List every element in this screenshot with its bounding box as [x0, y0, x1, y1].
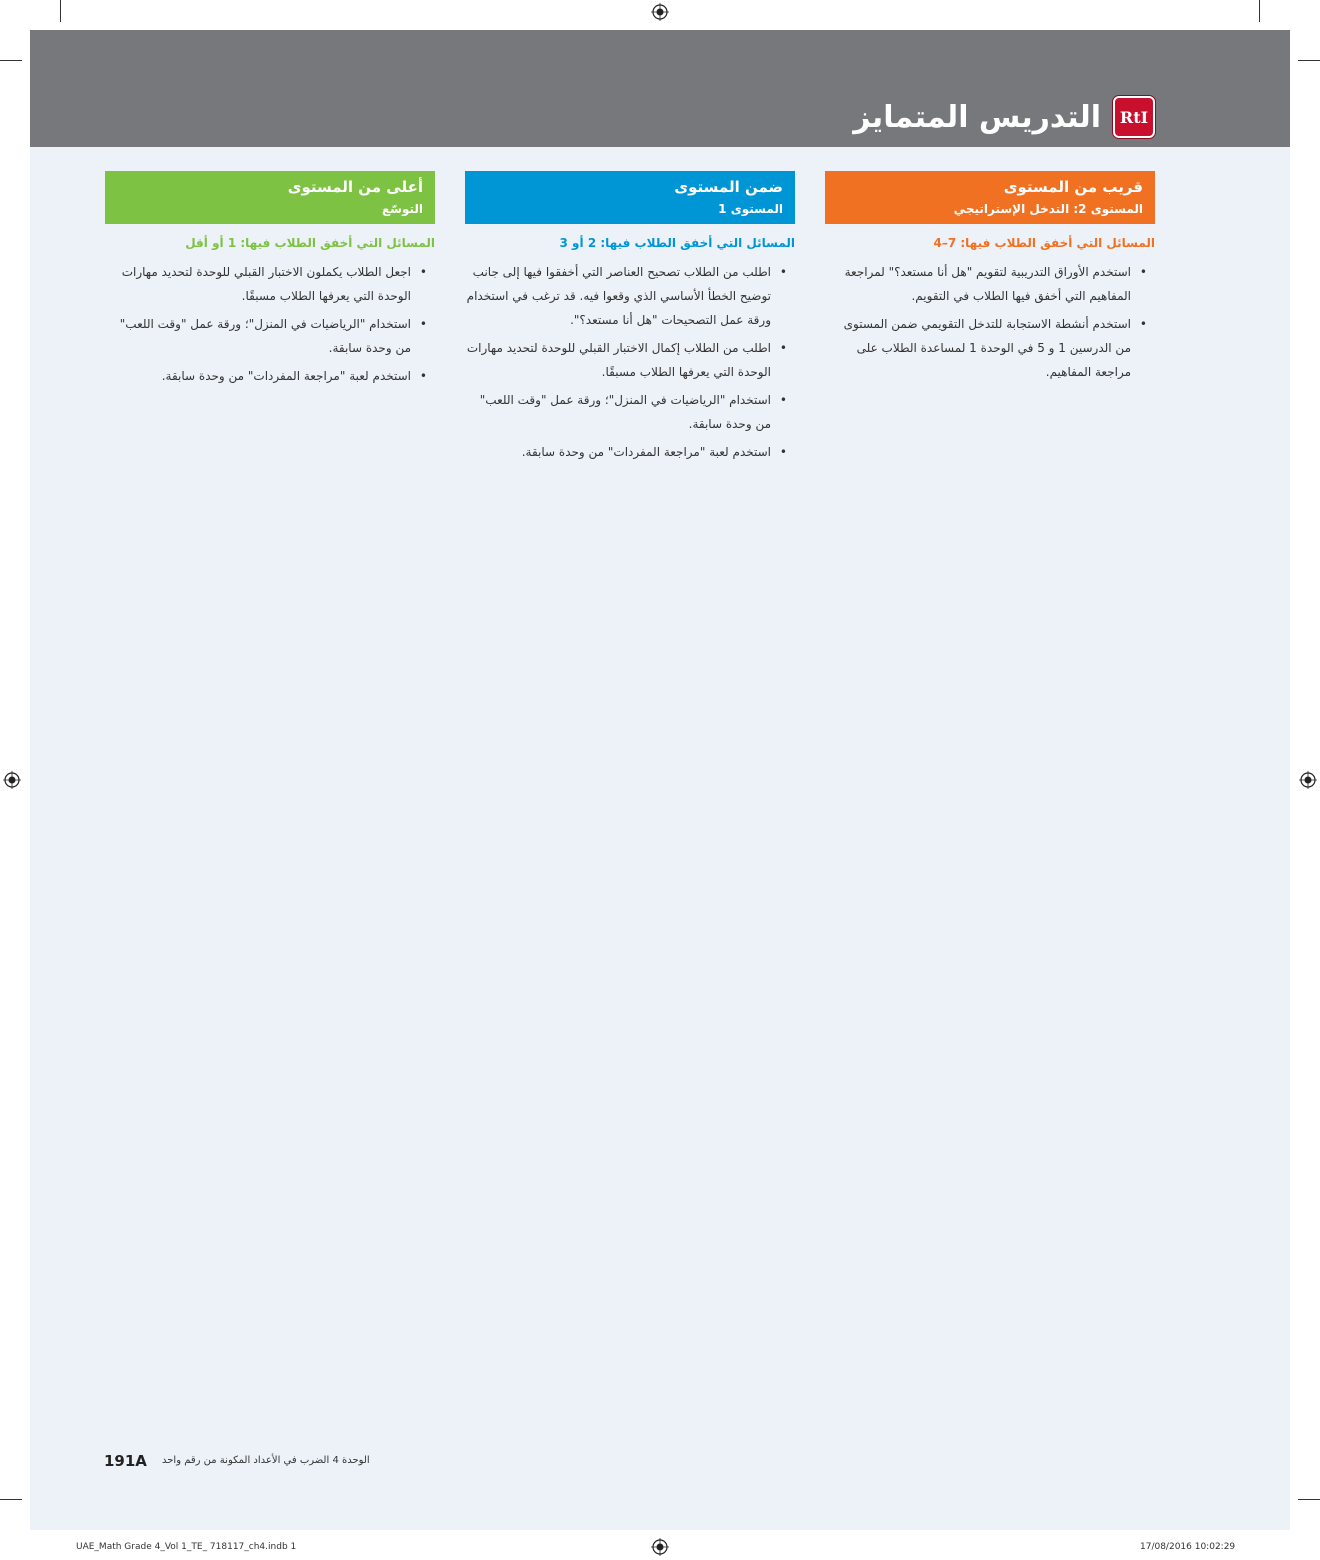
crop-mark	[1259, 0, 1260, 22]
list-item-text: استخدم أنشطة الاستجابة للتدخل التقويمي ضمن المستوى من الدرسين 1 و 5 في الوحدة 1 لمساعدة الطلاب على مراجعة المفاهيم.	[843, 317, 1131, 379]
criteria-label: المسائل التي أخفق الطلاب فيها: 2 أو 3	[559, 236, 795, 250]
column-title: ضمن المستوى	[674, 178, 783, 196]
column-title: قريب من المستوى	[1003, 178, 1143, 196]
list-item-text: استخدم الأوراق التدريبية لتقويم "هل أنا مستعد؟" لمراجعة المفاهيم التي أخفق فيها الطلاب في التقويم.	[844, 265, 1131, 303]
slug-datetime: 17/08/2016 10:02:29	[1140, 1542, 1236, 1552]
bullet-icon: •	[779, 265, 787, 279]
list-item-text: استخدم لعبة "مراجعة المفردات" من وحدة سابقة.	[161, 369, 411, 383]
page-title: التدريس المتمايز	[853, 99, 1101, 135]
rti-badge-icon: RtI	[1113, 96, 1155, 138]
column-title: أعلى من المستوى	[287, 178, 423, 196]
list-item-text: اطلب من الطلاب إكمال الاختبار القبلي للوحدة لتحديد مهارات الوحدة التي يعرفها الطلاب مسبقًا.	[466, 341, 771, 379]
list-item-text: استخدام "الرياضيات في المنزل"؛ ورقة عمل "وقت اللعب" من وحدة سابقة.	[479, 393, 771, 431]
list-item-text: اطلب من الطلاب تصحيح العناصر التي أخفقوا فيها إلى جانب توضيح الخطأ الأساسي الذي وقعوا فيه. قد ترغب في استخدام ورقة عمل التصحيحات "هل أنا مستعد؟".	[466, 265, 771, 327]
registration-mark-icon	[651, 3, 669, 21]
crop-mark	[0, 60, 22, 61]
list-item	[465, 260, 795, 332]
list-item-text: استخدام "الرياضيات في المنزل"؛ ورقة عمل "وقت اللعب" من وحدة سابقة.	[119, 317, 411, 355]
page-number: 191A	[104, 1452, 147, 1470]
bullet-icon: •	[419, 317, 427, 331]
criteria-label: المسائل التي أخفق الطلاب فيها: 7–4	[933, 236, 1155, 250]
bullet-icon: •	[1139, 265, 1147, 279]
list-item	[465, 336, 795, 384]
registration-mark-icon	[651, 1538, 669, 1556]
chapter-footer: الوحدة 4 الضرب في الأعداد المكونة من رقم واحد	[162, 1455, 370, 1466]
header-title-group	[853, 96, 1155, 138]
strategy-list	[105, 260, 435, 388]
bullet-icon: •	[779, 445, 787, 459]
column-subtitle: التوسّع	[381, 202, 423, 216]
list-item	[105, 312, 435, 360]
column-approaching-level	[825, 171, 1155, 388]
bullet-icon: •	[779, 341, 787, 355]
registration-mark-icon	[1299, 771, 1317, 789]
list-item	[105, 260, 435, 308]
column-header	[465, 171, 795, 224]
column-subtitle: المستوى 1	[718, 202, 783, 216]
column-beyond-level	[105, 171, 435, 392]
list-item	[825, 312, 1155, 384]
list-item	[465, 440, 795, 464]
registration-mark-icon	[3, 771, 21, 789]
bullet-icon: •	[1139, 317, 1147, 331]
list-item	[465, 388, 795, 436]
crop-mark	[60, 0, 61, 22]
bullet-icon: •	[419, 369, 427, 383]
column-header	[105, 171, 435, 224]
strategy-list	[825, 260, 1155, 384]
crop-mark	[1298, 1499, 1320, 1500]
bullet-icon: •	[419, 265, 427, 279]
strategy-list	[465, 260, 795, 464]
bullet-icon: •	[779, 393, 787, 407]
crop-mark	[0, 1499, 22, 1500]
list-item-text: استخدم لعبة "مراجعة المفردات" من وحدة سابقة.	[521, 445, 771, 459]
criteria-label: المسائل التي أخفق الطلاب فيها: 1 أو أقل	[185, 236, 435, 250]
list-item	[825, 260, 1155, 308]
column-header	[825, 171, 1155, 224]
crop-mark	[1298, 60, 1320, 61]
list-item-text: اجعل الطلاب يكملون الاختبار القبلي للوحدة لتحديد مهارات الوحدة التي يعرفها الطلاب مسبقًا.	[121, 265, 411, 303]
column-on-level	[465, 171, 795, 468]
slug-filename: UAE_Math Grade 4_Vol 1_TE_ 718117_ch4.indb 1	[76, 1542, 297, 1552]
list-item	[105, 364, 435, 388]
column-subtitle: المستوى 2: التدخل الإستراتيجي	[953, 202, 1143, 216]
